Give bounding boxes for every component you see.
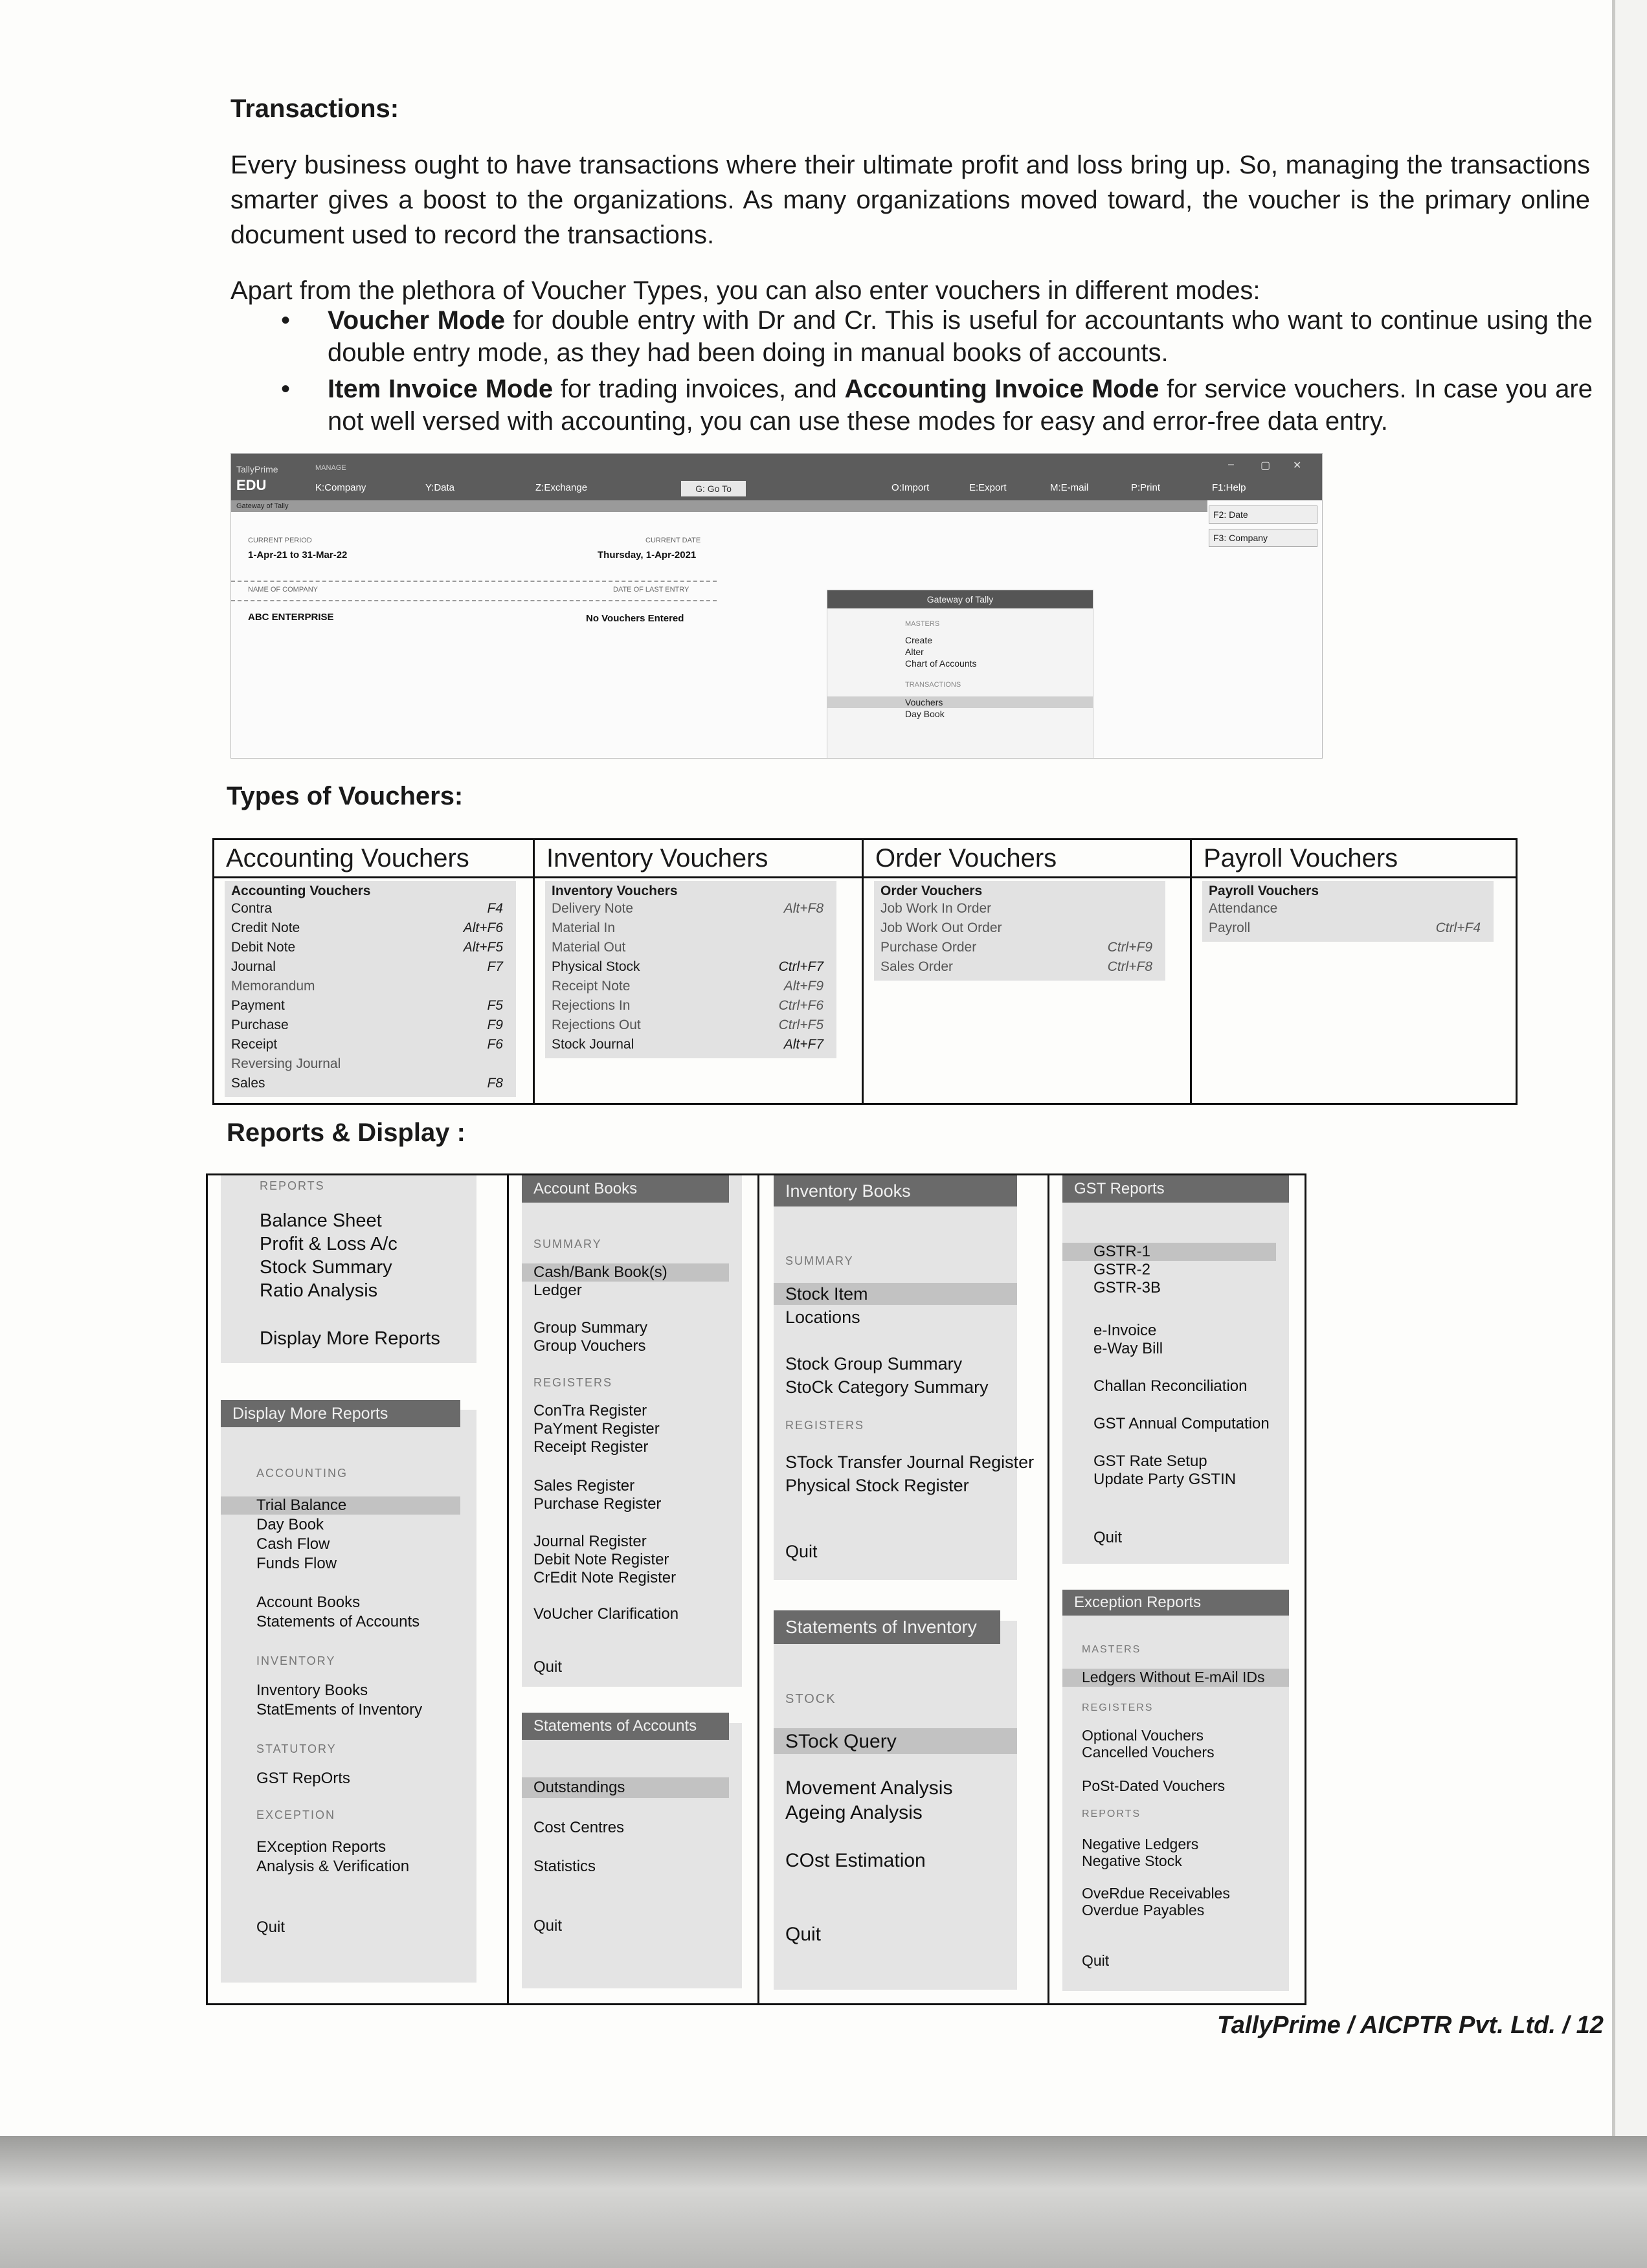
menu-sales-register[interactable]: Sales Register [533, 1477, 635, 1495]
reports-column-3 [759, 1175, 1049, 2003]
menu-payment-register[interactable]: PaYment Register [533, 1420, 660, 1438]
payroll-vouchers-column [1192, 840, 1516, 1103]
menu-inventory-books[interactable]: Inventory Books [256, 1682, 368, 1699]
menu-cash-bank-books[interactable]: Cash/Bank Book(s) [533, 1263, 667, 1281]
voucher-row[interactable]: Payroll Ctrl+F4 [1209, 920, 1481, 935]
menu-overdue-payables[interactable]: Overdue Payables [1082, 1902, 1205, 1918]
menu-exception-reports[interactable]: EXception Reports [256, 1838, 387, 1856]
f2-date-button[interactable]: F2: Date [1209, 506, 1317, 524]
menu-outstandings[interactable]: Outstandings [533, 1779, 625, 1796]
menu-email[interactable]: M:E-mail [1050, 482, 1089, 493]
current-date-label: CURRENT DATE [645, 537, 701, 544]
tally-manage-label: MANAGE [315, 464, 346, 472]
stock-label: STOCK [785, 1692, 836, 1706]
summary-label: SUMMARY [533, 1238, 602, 1251]
reports-column-1 [208, 1175, 509, 2003]
summary-label: SUMMARY [785, 1254, 854, 1267]
voucher-row[interactable]: Reversing Journal [231, 1056, 341, 1071]
menu-ratio-analysis[interactable]: Ratio Analysis [260, 1280, 378, 1301]
voucher-row[interactable]: Purchase Order Ctrl+F9 [880, 940, 1152, 955]
voucher-row[interactable]: Sales F8 [231, 1076, 503, 1091]
goto-button[interactable]: G: Go To [681, 481, 746, 496]
transactions-paragraph: Every business ought to have transactions where their ultimate profit and loss bring up. So, managing the transactions smarter gives a boost to the organizations. As many organizations moved toward, the voucher is the primary online document used to record the transactions. [230, 151, 1590, 249]
masters-label: MASTERS [1082, 1644, 1141, 1655]
menu-ageing-analysis[interactable]: Ageing Analysis [785, 1802, 923, 1823]
voucher-row[interactable]: Stock Journal Alt+F7 [552, 1037, 824, 1052]
gst-reports-title: GST Reports [1062, 1175, 1289, 1203]
menu-contra-register[interactable]: ConTra Register [533, 1402, 647, 1419]
list-item: • Item Invoice Mode for trading invoices, and Accounting Invoice Mode for service vouchers. In case you are not well versed with accounting, you can use these modes for easy and error-free data entry. [272, 373, 1593, 438]
voucher-row[interactable]: Receipt F6 [231, 1037, 503, 1052]
registers-label: REGISTERS [785, 1419, 865, 1432]
minimize-icon[interactable]: – [1228, 459, 1234, 470]
inventory-label: INVENTORY [256, 1654, 336, 1667]
close-icon[interactable]: ✕ [1293, 460, 1302, 471]
reports-column-4 [1049, 1175, 1305, 2003]
voucher-row[interactable]: Job Work Out Order [880, 920, 1002, 935]
order-vouchers-column [864, 840, 1192, 1103]
page-footer: TallyPrime / AICPTR Pvt. Ltd. / 12 [1217, 2012, 1604, 2039]
menu-analysis-verification[interactable]: Analysis & Verification [256, 1858, 410, 1875]
list-item: • Voucher Mode for double entry with Dr and Cr. This is useful for accountants who want to continue using the double entry mode, as they had been doing in manual books of accounts. [272, 304, 1593, 369]
registers-label: REGISTERS [1082, 1702, 1154, 1713]
voucher-row[interactable]: Job Work In Order [880, 901, 992, 916]
voucher-row[interactable]: Material In [552, 920, 616, 935]
reports-column-2 [509, 1175, 759, 2003]
menu-journal-register[interactable]: Journal Register [533, 1533, 647, 1550]
panel-title: Order Vouchers [880, 884, 983, 898]
menu-statements-of-accounts[interactable]: Statements of Accounts [256, 1613, 420, 1630]
menu-day-book[interactable]: Day Book [905, 709, 945, 719]
panel-title: Accounting Vouchers [231, 884, 371, 898]
menu-stock-transfer-journal-register[interactable]: STock Transfer Journal Register [785, 1452, 1035, 1472]
menu-negative-stock[interactable]: Negative Stock [1082, 1852, 1182, 1869]
menu-debit-note-register[interactable]: Debit Note Register [533, 1551, 669, 1568]
menu-import[interactable]: O:Import [891, 482, 930, 493]
menu-physical-stock-register[interactable]: Physical Stock Register [785, 1476, 969, 1495]
menu-voucher-clarification[interactable]: VoUcher Clarification [533, 1605, 679, 1623]
last-entry-label: DATE OF LAST ENTRY [613, 586, 689, 594]
menu-profit-loss[interactable]: Profit & Loss A/c [260, 1234, 398, 1254]
panel-title: Inventory Vouchers [552, 884, 678, 898]
menu-e-way-bill[interactable]: e-Way Bill [1093, 1340, 1163, 1357]
menu-ledgers-without-email[interactable]: Ledgers Without E-mAil IDs [1082, 1669, 1265, 1685]
modes-intro: Apart from the plethora of Voucher Types, you can also enter vouchers in different modes: [230, 276, 1260, 305]
menu-cost-centres[interactable]: Cost Centres [533, 1819, 625, 1836]
tally-top-bar [231, 454, 1322, 500]
company-label: NAME OF COMPANY [248, 586, 318, 594]
menu-statistics[interactable]: Statistics [533, 1858, 596, 1875]
reports-label: REPORTS [260, 1179, 325, 1192]
menu-account-books[interactable]: Account Books [256, 1594, 361, 1611]
menu-challan-reconciliation[interactable]: Challan Reconciliation [1093, 1377, 1248, 1395]
menu-balance-sheet[interactable]: Balance Sheet [260, 1210, 382, 1231]
exception-label: EXCEPTION [256, 1808, 336, 1821]
reports-label: REPORTS [1082, 1808, 1141, 1819]
menu-gstr3b[interactable]: GSTR-3B [1093, 1279, 1161, 1296]
voucher-row[interactable]: Physical Stock Ctrl+F7 [552, 959, 824, 974]
exception-reports-title: Exception Reports [1062, 1590, 1289, 1616]
maximize-icon[interactable]: ▢ [1260, 460, 1271, 471]
vouchers-heading: Types of Vouchers: [227, 782, 464, 810]
current-date: Thursday, 1-Apr-2021 [598, 550, 697, 561]
voucher-row[interactable]: Contra F4 [231, 901, 503, 916]
menu-gstr1[interactable]: GSTR-1 [1093, 1243, 1151, 1260]
masters-label: MASTERS [905, 620, 940, 628]
menu-quit[interactable]: Quit [1093, 1529, 1123, 1546]
voucher-row[interactable]: Payment F5 [231, 998, 503, 1013]
gst-reports-panel [1062, 1175, 1289, 1564]
menu-gst-annual-computation[interactable]: GST Annual Computation [1093, 1415, 1270, 1432]
current-period: 1-Apr-21 to 31-Mar-22 [248, 550, 348, 561]
menu-exchange[interactable]: Z:Exchange [535, 482, 588, 493]
menu-alter[interactable]: Alter [905, 647, 924, 657]
transactions-label: TRANSACTIONS [905, 681, 961, 689]
voucher-row[interactable]: Receipt Note Alt+F9 [552, 979, 824, 994]
voucher-panel [1202, 881, 1494, 942]
menu-help[interactable]: F1:Help [1212, 482, 1246, 493]
voucher-row[interactable]: Material Out [552, 940, 626, 955]
column-header: Inventory Vouchers [535, 840, 862, 878]
menu-export[interactable]: E:Export [969, 482, 1007, 493]
gateway-strip: Gateway of Tally [231, 500, 1207, 512]
menu-credit-note-register[interactable]: CrEdit Note Register [533, 1569, 677, 1586]
voucher-panel [545, 881, 836, 1058]
statements-of-accounts-panel [522, 1723, 742, 1988]
menu-stock-item[interactable]: Stock Item [785, 1284, 868, 1304]
menu-cash-flow[interactable]: Cash Flow [256, 1535, 330, 1553]
menu-quit[interactable]: Quit [1082, 1952, 1110, 1969]
menu-receipt-register[interactable]: Receipt Register [533, 1438, 649, 1456]
voucher-row[interactable]: Journal F7 [231, 959, 503, 974]
display-more-title: Display More Reports [221, 1400, 460, 1427]
menu-trial-balance[interactable]: Trial Balance [256, 1496, 347, 1514]
divider [231, 600, 717, 601]
voucher-row[interactable]: Memorandum [231, 979, 315, 994]
page-bottom-shadow [0, 2136, 1647, 2268]
accounting-label: ACCOUNTING [256, 1467, 348, 1480]
menu-quit[interactable]: Quit [533, 1658, 563, 1676]
reports-table [206, 1173, 1306, 2005]
voucher-row[interactable]: Delivery Note Alt+F8 [552, 901, 824, 916]
gateway-menu-title: Gateway of Tally [827, 590, 1093, 608]
tally-edition: EDU [236, 477, 267, 493]
modes-list [272, 304, 1593, 441]
menu-quit[interactable]: Quit [785, 1924, 822, 1945]
gateway-menu [827, 590, 1093, 759]
menu-gst-reports[interactable]: GST RepOrts [256, 1770, 350, 1787]
menu-data[interactable]: Y:Data [425, 482, 455, 493]
inventory-books-title: Inventory Books [774, 1175, 1017, 1206]
menu-vouchers[interactable]: Vouchers [827, 696, 1093, 708]
voucher-row[interactable]: Rejections In Ctrl+F6 [552, 998, 824, 1013]
voucher-row[interactable]: Purchase F9 [231, 1017, 503, 1032]
menu-day-book[interactable]: Day Book [256, 1516, 324, 1533]
voucher-panel [225, 881, 516, 1097]
menu-ledger[interactable]: Ledger [533, 1282, 582, 1299]
menu-funds-flow[interactable]: Funds Flow [256, 1555, 337, 1572]
menu-create[interactable]: Create [905, 635, 933, 645]
tally-brand: TallyPrime [236, 464, 278, 474]
menu-gstr2[interactable]: GSTR-2 [1093, 1261, 1151, 1278]
menu-purchase-register[interactable]: Purchase Register [533, 1495, 662, 1513]
menu-stock-summary[interactable]: Stock Summary [260, 1257, 392, 1278]
f3-company-button[interactable]: F3: Company [1209, 529, 1317, 547]
menu-update-party-gstin[interactable]: Update Party GSTIN [1093, 1471, 1237, 1488]
statements-of-accounts-title: Statements of Accounts [522, 1713, 729, 1740]
vouchers-table [212, 838, 1518, 1105]
accounting-vouchers-column [214, 840, 535, 1103]
menu-group-summary[interactable]: Group Summary [533, 1319, 648, 1337]
menu-movement-analysis[interactable]: Movement Analysis [785, 1777, 953, 1799]
column-header: Payroll Vouchers [1192, 840, 1516, 878]
menu-display-more-reports[interactable]: Display More Reports [260, 1328, 440, 1349]
menu-e-invoice[interactable]: e-Invoice [1093, 1322, 1157, 1339]
current-period-label: CURRENT PERIOD [248, 537, 312, 544]
last-entry: No Vouchers Entered [586, 613, 684, 624]
menu-cost-estimation[interactable]: COst Estimation [785, 1850, 926, 1871]
reports-heading: Reports & Display : [227, 1118, 465, 1147]
menu-optional-vouchers[interactable]: Optional Vouchers [1082, 1727, 1204, 1744]
column-header: Order Vouchers [864, 840, 1190, 878]
voucher-row[interactable]: Credit Note Alt+F6 [231, 920, 503, 935]
menu-chart-of-accounts[interactable]: Chart of Accounts [905, 658, 977, 669]
voucher-row[interactable]: Sales Order Ctrl+F8 [880, 959, 1152, 974]
voucher-row[interactable]: Rejections Out Ctrl+F5 [552, 1017, 824, 1032]
inventory-vouchers-column [535, 840, 864, 1103]
menu-statements-of-inventory[interactable]: StatEments of Inventory [256, 1701, 423, 1718]
panel-title: Payroll Vouchers [1209, 884, 1319, 898]
menu-quit[interactable]: Quit [533, 1917, 563, 1935]
registers-label: REGISTERS [533, 1376, 613, 1389]
column-header: Accounting Vouchers [214, 840, 533, 878]
menu-print[interactable]: P:Print [1131, 482, 1161, 493]
bullet-icon: • [281, 306, 291, 335]
voucher-row[interactable]: Debit Note Alt+F5 [231, 940, 503, 955]
statements-of-inventory-title: Statements of Inventory [774, 1610, 1000, 1644]
bullet-icon: • [281, 375, 291, 403]
menu-overdue-receivables[interactable]: OveRdue Receivables [1082, 1885, 1230, 1902]
menu-company[interactable]: K:Company [315, 482, 366, 493]
divider [231, 581, 717, 582]
menu-locations[interactable]: Locations [785, 1307, 860, 1327]
menu-stock-query[interactable]: STock Query [785, 1731, 897, 1752]
statutory-label: STATUTORY [256, 1742, 337, 1755]
menu-quit[interactable]: Quit [785, 1542, 818, 1561]
menu-negative-ledgers[interactable]: Negative Ledgers [1082, 1836, 1199, 1852]
account-books-title: Account Books [522, 1175, 729, 1203]
menu-group-vouchers[interactable]: Group Vouchers [533, 1337, 646, 1355]
menu-post-dated-vouchers[interactable]: PoSt-Dated Vouchers [1082, 1777, 1226, 1794]
menu-quit[interactable]: Quit [256, 1918, 286, 1936]
menu-gst-rate-setup[interactable]: GST Rate Setup [1093, 1452, 1207, 1470]
menu-stock-category-summary[interactable]: StoCk Category Summary [785, 1377, 989, 1397]
voucher-row[interactable]: Attendance [1209, 901, 1278, 916]
tally-screenshot [230, 453, 1323, 759]
menu-stock-group-summary[interactable]: Stock Group Summary [785, 1354, 963, 1373]
company-name: ABC ENTERPRISE [248, 612, 334, 623]
transactions-heading: Transactions: [230, 94, 399, 123]
voucher-panel [874, 881, 1165, 981]
menu-cancelled-vouchers[interactable]: Cancelled Vouchers [1082, 1744, 1215, 1761]
